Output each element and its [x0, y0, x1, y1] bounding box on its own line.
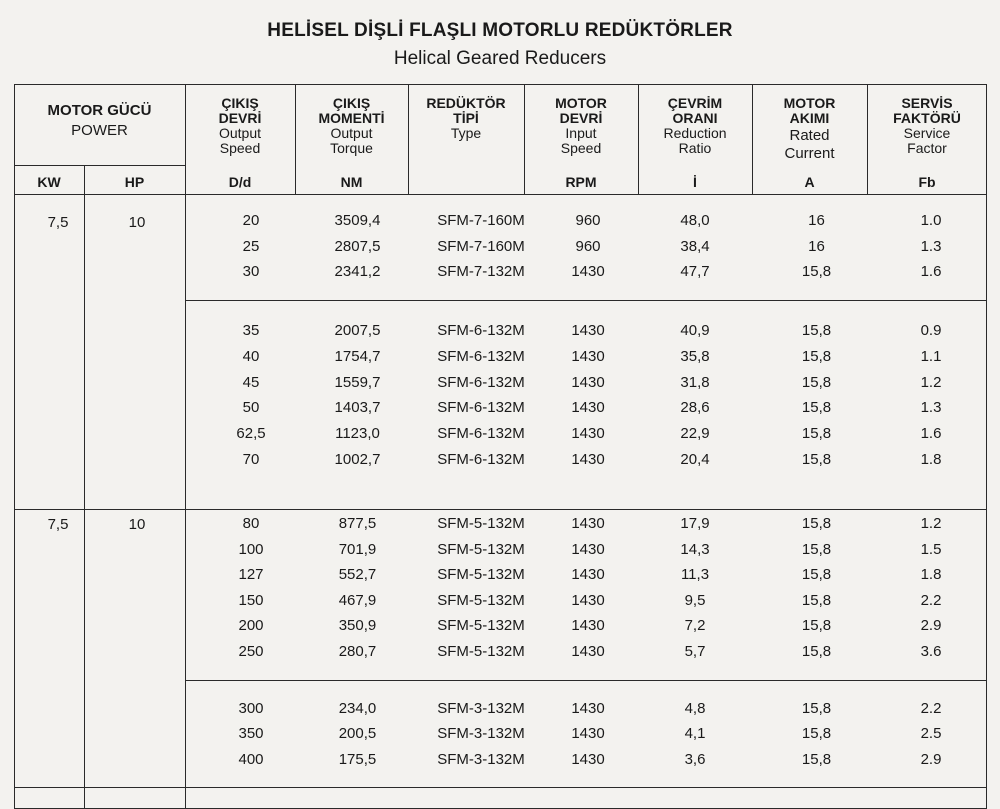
cell-speed: 150: [238, 591, 264, 609]
header-output-torque-tr1: ÇIKIŞ: [332, 95, 371, 111]
cell-torque: 350,9: [338, 617, 377, 635]
cell-fb: 1.8: [920, 566, 942, 584]
table-row: [0, 700, 1000, 726]
header-reducer-type: [408, 96, 524, 141]
header-output-torque-en2: Torque: [330, 140, 373, 156]
cell-fb: 3.6: [920, 643, 942, 660]
cell-rpm: 1430: [571, 322, 605, 339]
cell-rpm: 1430: [571, 700, 605, 717]
table-row: [0, 592, 1000, 618]
cell-current: 15,8: [801, 263, 832, 281]
cell-fb: 2.5: [920, 724, 942, 742]
header-current-en2: Current: [784, 145, 835, 162]
cell-ratio: 5,7: [684, 643, 706, 660]
cell-type: SFM-5-132M: [437, 591, 525, 609]
table-row: [0, 751, 1000, 777]
cell-current: 15,8: [801, 643, 832, 660]
cell-rpm: 1430: [571, 347, 605, 365]
cell-type: SFM-3-132M: [437, 724, 525, 742]
header-power-en: POWER: [71, 122, 128, 139]
cell-fb: 2.2: [920, 591, 942, 609]
cell-current: 15,8: [801, 322, 832, 339]
cell-torque: 2807,5: [334, 237, 381, 255]
header-service-unit: Fb: [918, 174, 936, 190]
cell-current: 15,8: [801, 347, 832, 365]
table-row: [0, 617, 1000, 643]
cell-fb: 1.2: [920, 515, 942, 532]
table-row: [0, 263, 1000, 289]
cell-torque: 2341,2: [334, 263, 381, 281]
cell-type: SFM-7-160M: [437, 237, 525, 255]
header-power: [14, 101, 185, 141]
header-output-speed: [185, 96, 295, 156]
cell-torque: 1403,7: [334, 399, 381, 417]
header-ratio-tr1: ÇEVRİM: [667, 95, 723, 111]
header-input-speed: [524, 96, 638, 156]
cell-type: SFM-6-132M: [437, 425, 525, 443]
header-ratio-tr2: ORANI: [672, 110, 718, 126]
table-row: [0, 725, 1000, 751]
cell-type: SFM-7-132M: [437, 263, 525, 281]
cell-current: 15,8: [801, 373, 832, 391]
header-input-speed-en1: Input: [565, 125, 597, 141]
block-1-hp: 10: [128, 214, 146, 231]
cell-current: 15,8: [801, 724, 832, 742]
cell-ratio: 3,6: [684, 750, 706, 768]
header-kw: KW: [37, 174, 61, 190]
header-output-torque-unit: NM: [340, 174, 363, 190]
cell-speed: 30: [242, 263, 260, 281]
cell-speed: 200: [238, 617, 264, 635]
cell-ratio: 4,1: [684, 724, 706, 742]
cell-fb: 2.9: [920, 750, 942, 768]
cell-rpm: 1430: [571, 591, 605, 609]
page-subtitle: Helical Geared Reducers: [393, 48, 607, 69]
cell-current: 15,8: [801, 515, 832, 532]
cell-speed: 400: [238, 750, 264, 768]
cell-current: 15,8: [801, 425, 832, 443]
cell-ratio: 14,3: [680, 540, 710, 558]
header-current-unit: A: [804, 174, 815, 190]
cell-fb: 0.9: [920, 322, 942, 339]
header-ratio-en1: Reduction: [663, 125, 727, 141]
page-title: HELİSEL DİŞLİ FLAŞLI MOTORLU REDÜKTÖRLER: [267, 20, 733, 41]
header-ratio-unit: İ: [693, 174, 697, 190]
cell-type: SFM-5-132M: [437, 566, 525, 584]
header-output-speed-en2: Speed: [219, 140, 261, 156]
cell-current: 15,8: [801, 451, 832, 468]
cell-fb: 2.2: [920, 700, 942, 717]
header-reducer-type-tr1: REDÜKTÖR: [426, 95, 506, 111]
cell-ratio: 31,8: [680, 373, 710, 391]
table-row: [0, 399, 1000, 425]
header-service-tr1: SERVİS: [901, 95, 953, 111]
cell-type: SFM-7-160M: [437, 212, 525, 229]
header-output-speed-unit: D/d: [228, 174, 252, 190]
cell-torque: 234,0: [338, 700, 377, 717]
cell-torque: 552,7: [338, 566, 377, 584]
cell-current: 15,8: [801, 700, 832, 717]
cell-speed: 100: [238, 540, 264, 558]
header-output-speed-en1: Output: [218, 125, 262, 141]
cell-type: SFM-6-132M: [437, 373, 525, 391]
cell-rpm: 1430: [571, 750, 605, 768]
cell-rpm: 1430: [571, 540, 605, 558]
cell-ratio: 40,9: [680, 322, 710, 339]
cell-fb: 1.1: [920, 347, 942, 365]
cell-fb: 1.2: [920, 373, 942, 391]
cell-fb: 2.9: [920, 617, 942, 635]
table-row: [0, 451, 1000, 477]
cell-fb: 1.8: [920, 451, 942, 468]
cell-current: 15,8: [801, 750, 832, 768]
header-output-torque-tr2: MOMENTİ: [318, 110, 385, 126]
cell-torque: 1123,0: [335, 425, 380, 443]
table-row: [0, 566, 1000, 592]
cell-current: 16: [808, 237, 825, 255]
table-row: [0, 643, 1000, 669]
cell-speed: 40: [242, 347, 260, 365]
cell-torque: 877,5: [338, 515, 377, 532]
header-output-torque: [295, 96, 408, 156]
cell-torque: 701,9: [338, 540, 377, 558]
cell-torque: 1559,7: [334, 373, 381, 391]
header-service-en2: Factor: [907, 140, 947, 156]
cell-fb: 1.5: [920, 540, 942, 558]
cell-fb: 1.6: [920, 263, 942, 281]
header-current-tr2: AKIMI: [789, 110, 830, 126]
header-current-en1: Rated: [789, 127, 830, 144]
cell-current: 16: [808, 212, 825, 229]
cell-type: SFM-5-132M: [437, 643, 525, 660]
cell-current: 15,8: [801, 566, 832, 584]
header-ratio: [638, 96, 752, 156]
cell-torque: 1754,7: [334, 347, 381, 365]
cell-current: 15,8: [801, 591, 832, 609]
cell-fb: 1.0: [920, 212, 942, 229]
header-input-speed-unit: RPM: [565, 174, 597, 190]
cell-rpm: 960: [575, 237, 601, 255]
cell-ratio: 9,5: [684, 591, 706, 609]
block-2-hp: 10: [128, 516, 146, 533]
header-service-en1: Service: [903, 125, 951, 141]
cell-speed: 45: [242, 373, 260, 391]
cell-ratio: 35,8: [680, 347, 710, 365]
cell-speed: 50: [242, 399, 260, 417]
header-output-speed-tr1: ÇIKIŞ: [221, 95, 259, 111]
cell-rpm: 960: [575, 212, 601, 229]
table-row: [0, 212, 1000, 238]
cell-type: SFM-6-132M: [437, 347, 525, 365]
cell-torque: 175,5: [338, 750, 377, 768]
table-row: [0, 238, 1000, 264]
header-power-tr: MOTOR GÜCÜ: [47, 102, 152, 119]
table-row: [0, 515, 1000, 541]
cell-speed: 350: [238, 724, 264, 742]
cell-type: SFM-3-132M: [437, 750, 525, 768]
cell-type: SFM-3-132M: [437, 700, 525, 717]
cell-torque: 280,7: [338, 643, 377, 660]
block-2-bottom-line: [14, 787, 987, 788]
cell-speed: 300: [238, 700, 264, 717]
cell-current: 15,8: [801, 399, 832, 417]
cell-fb: 1.3: [920, 399, 942, 417]
table-row: [0, 425, 1000, 451]
cell-type: SFM-5-132M: [437, 540, 525, 558]
cell-rpm: 1430: [571, 643, 605, 660]
cell-rpm: 1430: [571, 617, 605, 635]
block-2-kw: 7,5: [47, 516, 69, 533]
cell-ratio: 4,8: [684, 700, 706, 717]
cell-rpm: 1430: [571, 451, 605, 468]
cell-ratio: 38,4: [680, 237, 710, 255]
cell-torque: 467,9: [338, 591, 377, 609]
cell-fb: 1.3: [920, 237, 942, 255]
cell-ratio: 48,0: [680, 212, 710, 229]
cell-speed: 250: [238, 643, 264, 660]
cell-speed: 62,5: [236, 425, 266, 443]
cell-speed: 35: [242, 322, 260, 339]
cell-rpm: 1430: [571, 263, 605, 281]
table-row: [0, 348, 1000, 374]
header-service: [867, 96, 987, 156]
cell-ratio: 20,4: [680, 451, 710, 468]
cell-ratio: 7,2: [684, 617, 706, 635]
cell-ratio: 22,9: [680, 425, 710, 443]
cell-type: SFM-6-132M: [437, 451, 525, 468]
header-reducer-type-tr2: TİPİ: [453, 110, 479, 126]
header-ratio-en2: Ratio: [678, 140, 712, 156]
table-row: [0, 541, 1000, 567]
cell-current: 15,8: [801, 617, 832, 635]
cell-rpm: 1430: [571, 724, 605, 742]
cell-rpm: 1430: [571, 515, 605, 532]
cell-type: SFM-5-132M: [437, 617, 525, 635]
header-input-speed-tr2: DEVRİ: [559, 110, 603, 126]
header-input-speed-tr1: MOTOR: [555, 95, 607, 111]
cell-torque: 1002,7: [334, 451, 381, 468]
cell-speed: 80: [242, 515, 260, 532]
cell-rpm: 1430: [571, 373, 605, 391]
cell-type: SFM-6-132M: [437, 322, 525, 339]
cell-rpm: 1430: [571, 425, 605, 443]
cell-type: SFM-5-132M: [437, 515, 525, 532]
block-1-kw: 7,5: [47, 214, 69, 231]
cell-speed: 20: [242, 212, 260, 229]
header-hp: HP: [124, 174, 145, 190]
cell-current: 15,8: [801, 540, 832, 558]
header-unit-divider: [14, 165, 185, 166]
cell-torque: 3509,4: [334, 212, 381, 229]
cell-ratio: 47,7: [680, 263, 710, 281]
header-reducer-type-en1: Type: [450, 125, 482, 141]
cell-torque: 200,5: [338, 724, 377, 742]
header-service-tr2: FAKTÖRÜ: [893, 110, 961, 126]
cell-fb: 1.6: [920, 425, 942, 443]
cell-rpm: 1430: [571, 566, 605, 584]
header-output-speed-tr2: DEVRİ: [218, 110, 262, 126]
cell-ratio: 17,9: [680, 515, 710, 532]
cell-ratio: 28,6: [680, 399, 710, 417]
cell-rpm: 1430: [571, 399, 605, 417]
cell-ratio: 11,3: [680, 566, 710, 584]
cell-speed: 127: [238, 566, 264, 584]
header-current-tr1: MOTOR: [783, 95, 836, 111]
header-input-speed-en2: Speed: [560, 140, 602, 156]
header-current: [752, 96, 867, 161]
block-1-group-divider: [185, 300, 987, 301]
table-row: [0, 322, 1000, 348]
header-output-torque-en1: Output: [330, 125, 373, 141]
cell-speed: 25: [242, 237, 260, 255]
block-2-group-divider: [185, 680, 987, 681]
cell-speed: 70: [242, 451, 260, 468]
cell-type: SFM-6-132M: [437, 399, 525, 417]
table-row: [0, 374, 1000, 400]
cell-torque: 2007,5: [334, 322, 381, 339]
